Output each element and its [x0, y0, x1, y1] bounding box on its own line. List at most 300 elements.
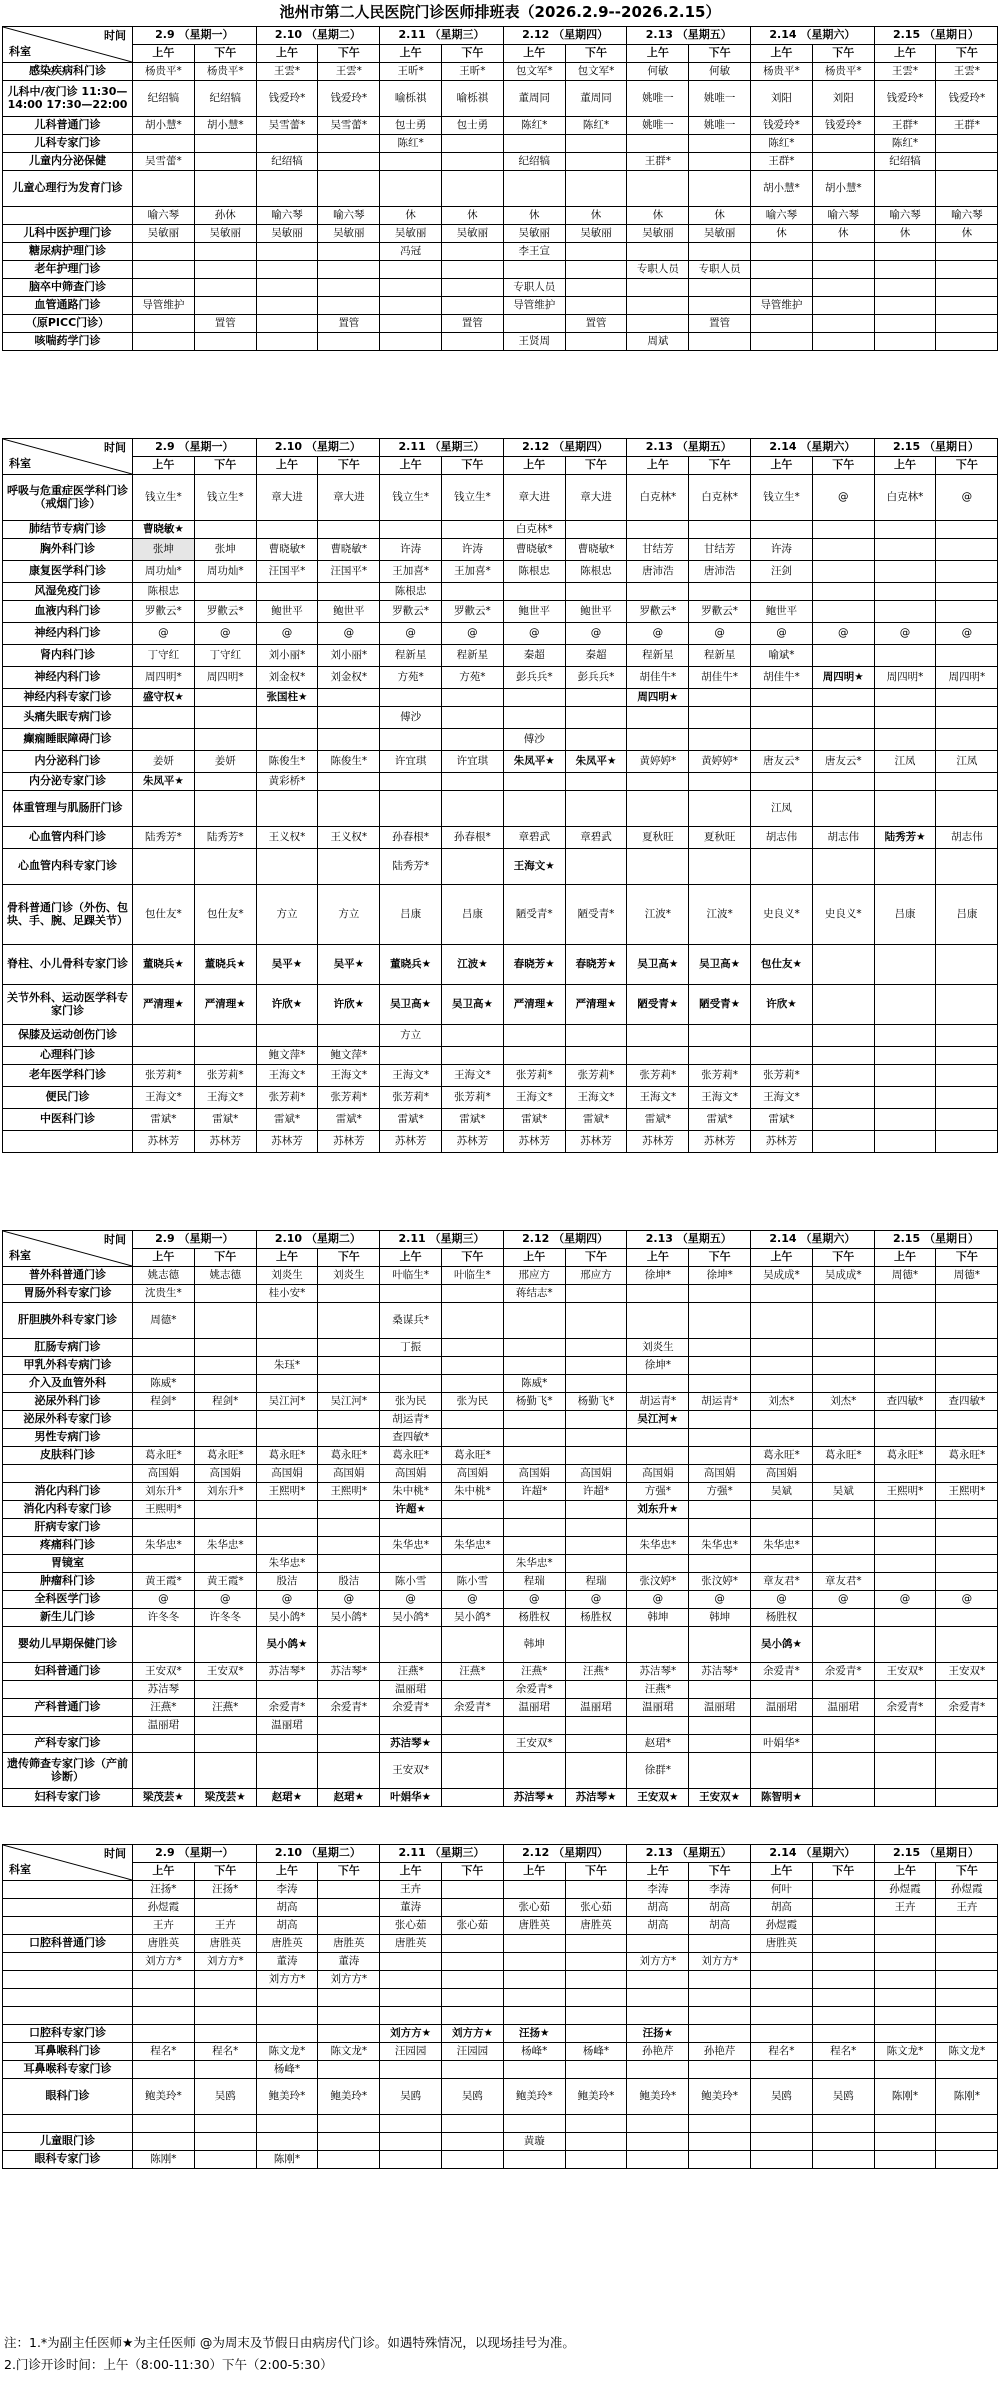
schedule-cell — [627, 1429, 689, 1447]
schedule-cell — [874, 1935, 936, 1953]
schedule-cell — [256, 1735, 318, 1753]
schedule-cell: 曹晓敏* — [503, 539, 565, 561]
schedule-cell — [565, 1717, 627, 1735]
schedule-cell — [503, 791, 565, 827]
schedule-cell — [751, 1429, 813, 1447]
schedule-cell — [565, 1935, 627, 1953]
schedule-cell — [874, 1047, 936, 1065]
schedule-cell — [318, 707, 380, 729]
schedule-cell — [874, 1285, 936, 1303]
table-row — [3, 2043, 998, 2061]
schedule-cell — [874, 297, 936, 315]
schedule-cell: 陆秀芳★ — [874, 827, 936, 849]
morning-header: 上午 — [874, 1863, 936, 1881]
schedule-cell — [565, 1411, 627, 1429]
schedule-cell — [133, 333, 195, 351]
schedule-cell — [936, 1537, 998, 1555]
department-name: 口腔科普通门诊 — [3, 1935, 133, 1953]
schedule-cell: 张芳莉* — [133, 1065, 195, 1087]
schedule-cell — [874, 2133, 936, 2151]
schedule-cell — [380, 773, 442, 791]
schedule-cell — [256, 521, 318, 539]
schedule-cell: 何敏 — [689, 63, 751, 81]
schedule-cell — [627, 729, 689, 751]
schedule-cell — [936, 773, 998, 791]
schedule-cell: 姚志德 — [194, 1267, 256, 1285]
date-header: 2.11 （星期三） — [380, 1845, 504, 1863]
footnote-1: 注：1.*为副主任医师★为主任医师 @为周末及节假日由病房代门诊。如遇特殊情况，以现场挂号为准。 — [4, 2335, 575, 2350]
schedule-cell — [689, 791, 751, 827]
schedule-cell — [812, 1501, 874, 1519]
schedule-cell — [442, 2151, 504, 2169]
schedule-cell: @ — [689, 623, 751, 645]
schedule-cell — [442, 729, 504, 751]
schedule-cell — [874, 315, 936, 333]
schedule-cell: @ — [318, 623, 380, 645]
schedule-cell: 休 — [627, 207, 689, 225]
schedule-cell: 胡佳牛* — [627, 667, 689, 689]
schedule-cell — [751, 2061, 813, 2079]
schedule-cell — [936, 1753, 998, 1789]
schedule-cell: 雷斌* — [256, 1109, 318, 1131]
schedule-cell — [565, 1357, 627, 1375]
schedule-cell — [318, 1881, 380, 1899]
schedule-cell — [936, 171, 998, 207]
schedule-cell: 王安双* — [936, 1663, 998, 1681]
morning-header: 上午 — [627, 1249, 689, 1267]
schedule-cell — [256, 243, 318, 261]
table-row — [3, 153, 998, 171]
schedule-cell: 吴敏丽 — [442, 225, 504, 243]
schedule-cell — [318, 2151, 380, 2169]
schedule-cell — [565, 1753, 627, 1789]
table-row — [3, 751, 998, 773]
schedule-cell: 吴鸥 — [380, 2079, 442, 2115]
schedule-cell — [503, 689, 565, 707]
schedule-cell — [751, 1753, 813, 1789]
schedule-cell — [318, 1753, 380, 1789]
schedule-cell: 江波★ — [442, 945, 504, 985]
schedule-cell: 黄彩桥* — [256, 773, 318, 791]
schedule-cell: 汪扬* — [133, 1881, 195, 1899]
schedule-cell: 程剑* — [194, 1393, 256, 1411]
schedule-cell: 包文军* — [565, 63, 627, 81]
schedule-cell — [812, 1899, 874, 1917]
schedule-cell — [503, 1501, 565, 1519]
schedule-cell — [318, 2115, 380, 2133]
table-row — [3, 1971, 998, 1989]
schedule-cell: 董晓兵★ — [133, 945, 195, 985]
table-row — [3, 2079, 998, 2115]
schedule-cell: 姚唯一 — [627, 81, 689, 117]
date-header: 2.13 （星期五） — [627, 1845, 751, 1863]
schedule-cell: 朱华忠* — [627, 1537, 689, 1555]
department-name: 产科普通门诊 — [3, 1699, 133, 1717]
schedule-cell — [936, 1339, 998, 1357]
schedule-cell — [194, 729, 256, 751]
schedule-cell — [194, 1899, 256, 1917]
schedule-cell: 方立 — [256, 885, 318, 945]
date-header: 2.15 （星期日） — [874, 27, 998, 45]
schedule-cell: 汪燕* — [627, 1681, 689, 1699]
schedule-cell — [442, 689, 504, 707]
schedule-cell — [565, 243, 627, 261]
schedule-cell — [751, 773, 813, 791]
schedule-cell: 温丽珺 — [380, 1681, 442, 1699]
schedule-cell — [689, 2007, 751, 2025]
schedule-cell: 邢应方 — [503, 1267, 565, 1285]
schedule-cell: 鲍美玲* — [689, 2079, 751, 2115]
schedule-cell — [627, 2007, 689, 2025]
schedule-cell: 孙艳芹 — [689, 2043, 751, 2061]
schedule-cell — [874, 1131, 936, 1153]
schedule-cell — [380, 171, 442, 207]
department-name: 胃肠外科专家门诊 — [3, 1285, 133, 1303]
schedule-cell — [565, 1971, 627, 1989]
department-name: 儿科专家门诊 — [3, 135, 133, 153]
schedule-cell — [380, 2115, 442, 2133]
schedule-cell: 春晓芳★ — [503, 945, 565, 985]
schedule-cell: 鲍世平 — [318, 601, 380, 623]
schedule-cell: 吴成成* — [751, 1267, 813, 1285]
table-row — [3, 773, 998, 791]
schedule-cell: 梁茂芸★ — [133, 1789, 195, 1807]
schedule-cell: 刘方方* — [689, 1953, 751, 1971]
schedule-cell — [133, 1735, 195, 1753]
corner-time-label: 时间 — [104, 29, 126, 42]
schedule-cell — [565, 297, 627, 315]
schedule-cell — [874, 1303, 936, 1339]
schedule-cell: 鲍美玲* — [318, 2079, 380, 2115]
table-row — [3, 1087, 998, 1109]
schedule-cell — [936, 1285, 998, 1303]
schedule-cell: 孙煜霞 — [751, 1917, 813, 1935]
schedule-cell: 吴江河* — [318, 1393, 380, 1411]
schedule-cell — [936, 985, 998, 1025]
schedule-cell — [874, 171, 936, 207]
table-row — [3, 279, 998, 297]
schedule-cell: 陈根忠 — [380, 583, 442, 601]
schedule-cell — [565, 1519, 627, 1537]
morning-header: 上午 — [133, 457, 195, 475]
schedule-cell — [565, 689, 627, 707]
schedule-cell — [627, 1447, 689, 1465]
schedule-cell: 黄婷婷* — [689, 751, 751, 773]
schedule-cell: 方苑* — [380, 667, 442, 689]
schedule-cell — [565, 583, 627, 601]
schedule-cell: 许冬冬 — [133, 1609, 195, 1627]
schedule-cell — [442, 1971, 504, 1989]
schedule-cell: 胡佳牛* — [751, 667, 813, 689]
schedule-cell: 雷斌* — [751, 1109, 813, 1131]
schedule-cell: 唐友云* — [812, 751, 874, 773]
schedule-cell — [874, 1627, 936, 1663]
morning-header: 上午 — [133, 1249, 195, 1267]
table-row — [3, 667, 998, 689]
schedule-cell — [442, 135, 504, 153]
schedule-cell: 胡小慧* — [751, 171, 813, 207]
schedule-cell — [627, 1047, 689, 1065]
schedule-section — [2, 1230, 998, 1807]
schedule-cell: 王熙明* — [256, 1483, 318, 1501]
schedule-cell — [503, 2061, 565, 2079]
table-row — [3, 135, 998, 153]
department-name: 肝病专家门诊 — [3, 1519, 133, 1537]
schedule-cell — [442, 243, 504, 261]
schedule-cell: 吕康 — [874, 885, 936, 945]
department-name: 神经内科专家门诊 — [3, 689, 133, 707]
schedule-cell — [442, 707, 504, 729]
schedule-cell: 王卉 — [133, 1917, 195, 1935]
schedule-cell: 陈红* — [874, 135, 936, 153]
schedule-cell — [627, 1971, 689, 1989]
schedule-cell — [936, 539, 998, 561]
morning-header: 上午 — [256, 1863, 318, 1881]
schedule-cell — [380, 1357, 442, 1375]
date-header: 2.9 （星期一） — [133, 439, 257, 457]
schedule-cell: 周四明★ — [812, 667, 874, 689]
schedule-cell: @ — [256, 623, 318, 645]
schedule-cell: 刘阳 — [751, 81, 813, 117]
schedule-cell: 程新星 — [380, 645, 442, 667]
date-header: 2.11 （星期三） — [380, 27, 504, 45]
schedule-cell: 王海文* — [256, 1065, 318, 1087]
schedule-cell: 黄王霞* — [194, 1573, 256, 1591]
schedule-cell: 许涛 — [442, 539, 504, 561]
schedule-cell: 休 — [380, 207, 442, 225]
schedule-cell — [565, 521, 627, 539]
schedule-cell — [936, 1087, 998, 1109]
schedule-cell: 汪燕* — [565, 1663, 627, 1681]
schedule-cell — [503, 583, 565, 601]
schedule-cell: 高国娟 — [689, 1465, 751, 1483]
schedule-cell — [812, 261, 874, 279]
schedule-cell — [318, 583, 380, 601]
schedule-cell — [256, 1339, 318, 1357]
schedule-cell — [812, 1935, 874, 1953]
department-name: 肾内科门诊 — [3, 645, 133, 667]
schedule-cell — [689, 243, 751, 261]
schedule-cell: 周德* — [874, 1267, 936, 1285]
schedule-cell: 吴雪蕾* — [256, 117, 318, 135]
schedule-cell: 王卉 — [874, 1899, 936, 1917]
schedule-cell: @ — [627, 623, 689, 645]
schedule-cell: 王加喜* — [442, 561, 504, 583]
schedule-cell: 陈刚* — [874, 2079, 936, 2115]
schedule-cell — [565, 153, 627, 171]
schedule-cell — [442, 1681, 504, 1699]
schedule-cell — [812, 1025, 874, 1047]
schedule-cell: 陆秀芳* — [194, 827, 256, 849]
schedule-cell — [194, 1357, 256, 1375]
schedule-cell — [689, 1047, 751, 1065]
table-row — [3, 1285, 998, 1303]
schedule-cell: 杨峰* — [565, 2043, 627, 2061]
morning-header: 上午 — [503, 457, 565, 475]
schedule-cell: 苏林芳 — [689, 1131, 751, 1153]
schedule-cell — [256, 1411, 318, 1429]
schedule-cell: 高国娟 — [503, 1465, 565, 1483]
afternoon-header: 下午 — [812, 1863, 874, 1881]
schedule-cell: 徐坤* — [689, 1267, 751, 1285]
schedule-cell — [503, 2151, 565, 2169]
schedule-cell — [194, 2115, 256, 2133]
schedule-cell — [194, 1411, 256, 1429]
schedule-cell: 喻六琴 — [751, 207, 813, 225]
schedule-cell: 张芳莉* — [503, 1065, 565, 1087]
schedule-cell: 汪剑 — [751, 561, 813, 583]
schedule-cell: 汪国平* — [256, 561, 318, 583]
schedule-cell — [812, 645, 874, 667]
schedule-cell: 葛永旺* — [256, 1447, 318, 1465]
schedule-cell: 张芳莉* — [751, 1065, 813, 1087]
schedule-cell: 桂小安* — [256, 1285, 318, 1303]
schedule-cell: 吴成成* — [812, 1267, 874, 1285]
schedule-cell: 唐胜英 — [751, 1935, 813, 1953]
department-name: 肛肠专病门诊 — [3, 1339, 133, 1357]
schedule-cell: @ — [318, 1591, 380, 1609]
schedule-cell: 王群* — [627, 153, 689, 171]
schedule-cell — [936, 2025, 998, 2043]
corner-dept-label: 科室 — [9, 457, 31, 471]
schedule-cell: 朱中桃* — [380, 1483, 442, 1501]
date-header: 2.14 （星期六） — [751, 439, 875, 457]
afternoon-header: 下午 — [318, 457, 380, 475]
schedule-cell: 包仕友* — [194, 885, 256, 945]
date-header: 2.12 （星期四） — [503, 1845, 627, 1863]
schedule-cell — [627, 2151, 689, 2169]
schedule-cell: 朱珏* — [256, 1357, 318, 1375]
schedule-cell: 王海文* — [442, 1065, 504, 1087]
schedule-cell — [503, 1953, 565, 1971]
schedule-cell — [936, 153, 998, 171]
schedule-cell — [689, 279, 751, 297]
schedule-cell — [442, 1717, 504, 1735]
table-row — [3, 1375, 998, 1393]
schedule-cell — [689, 171, 751, 207]
schedule-cell — [874, 729, 936, 751]
schedule-cell — [689, 1627, 751, 1663]
table-row — [3, 583, 998, 601]
department-name: 肝胆胰外科专家门诊 — [3, 1303, 133, 1339]
schedule-cell — [194, 297, 256, 315]
schedule-cell: 纪绍犒 — [194, 81, 256, 117]
schedule-cell — [318, 791, 380, 827]
schedule-cell: 许欣★ — [256, 985, 318, 1025]
schedule-cell: 殷洁 — [318, 1573, 380, 1591]
schedule-cell: 汪园园 — [442, 2043, 504, 2061]
schedule-cell — [380, 261, 442, 279]
schedule-cell — [627, 171, 689, 207]
schedule-cell — [133, 2007, 195, 2025]
schedule-cell: 姜妍 — [133, 751, 195, 773]
schedule-cell: 吴卫高★ — [380, 985, 442, 1025]
schedule-cell: 刘方方★ — [380, 2025, 442, 2043]
schedule-cell: 张汶婷* — [627, 1573, 689, 1591]
schedule-cell — [874, 333, 936, 351]
department-name — [3, 1989, 133, 2007]
schedule-cell — [812, 1131, 874, 1153]
table-row — [3, 297, 998, 315]
schedule-cell: 陈小雪 — [442, 1573, 504, 1591]
schedule-cell: 张芳莉* — [318, 1087, 380, 1109]
schedule-cell: 陈威* — [133, 1375, 195, 1393]
schedule-cell — [565, 171, 627, 207]
schedule-cell: 陈智明★ — [751, 1789, 813, 1807]
schedule-cell: 苏林芳 — [442, 1131, 504, 1153]
schedule-cell — [689, 135, 751, 153]
schedule-cell: 罗歡云* — [380, 601, 442, 623]
schedule-cell — [194, 153, 256, 171]
schedule-cell: 程名* — [133, 2043, 195, 2061]
schedule-cell: 王义权* — [256, 827, 318, 849]
schedule-cell — [318, 1285, 380, 1303]
schedule-cell: 周斌 — [627, 333, 689, 351]
date-header: 2.15 （星期日） — [874, 1231, 998, 1249]
schedule-cell — [689, 1735, 751, 1753]
schedule-cell — [874, 1953, 936, 1971]
schedule-cell: 叶娟华★ — [380, 1789, 442, 1807]
date-header: 2.11 （星期三） — [380, 1231, 504, 1249]
schedule-cell: 王群* — [751, 153, 813, 171]
schedule-cell — [936, 645, 998, 667]
schedule-cell — [380, 2007, 442, 2025]
schedule-cell — [194, 1519, 256, 1537]
department-name: 儿科普通门诊 — [3, 117, 133, 135]
schedule-cell: @ — [194, 1591, 256, 1609]
schedule-cell — [689, 1429, 751, 1447]
schedule-cell — [812, 2133, 874, 2151]
schedule-cell — [194, 1303, 256, 1339]
schedule-cell — [812, 153, 874, 171]
schedule-cell — [194, 707, 256, 729]
schedule-cell — [936, 1429, 998, 1447]
schedule-cell: 葛永旺* — [936, 1447, 998, 1465]
schedule-cell: 傅沙 — [380, 707, 442, 729]
schedule-cell — [627, 1285, 689, 1303]
schedule-cell — [689, 1501, 751, 1519]
schedule-cell: 罗歡云* — [689, 601, 751, 623]
schedule-cell — [812, 1375, 874, 1393]
schedule-cell: 杨贵平* — [194, 63, 256, 81]
schedule-cell — [503, 1357, 565, 1375]
schedule-cell: 章友君* — [751, 1573, 813, 1591]
schedule-cell — [936, 729, 998, 751]
schedule-cell: 喻斌* — [751, 645, 813, 667]
schedule-cell — [751, 1411, 813, 1429]
schedule-cell: @ — [874, 1591, 936, 1609]
schedule-cell — [751, 707, 813, 729]
table-row — [3, 2115, 998, 2133]
schedule-cell — [256, 729, 318, 751]
department-name: 全科医学门诊 — [3, 1591, 133, 1609]
schedule-cell — [812, 773, 874, 791]
schedule-cell — [936, 1303, 998, 1339]
schedule-cell — [318, 261, 380, 279]
schedule-cell: 陈根忠 — [503, 561, 565, 583]
schedule-cell — [565, 1989, 627, 2007]
schedule-cell — [936, 1065, 998, 1087]
schedule-cell — [812, 297, 874, 315]
schedule-cell — [627, 243, 689, 261]
schedule-cell: 曹晓敏* — [318, 539, 380, 561]
schedule-cell — [318, 1555, 380, 1573]
schedule-cell — [565, 1375, 627, 1393]
schedule-cell: 王雲* — [936, 63, 998, 81]
schedule-cell: 程新星 — [627, 645, 689, 667]
schedule-cell — [565, 1429, 627, 1447]
schedule-cell — [565, 1627, 627, 1663]
